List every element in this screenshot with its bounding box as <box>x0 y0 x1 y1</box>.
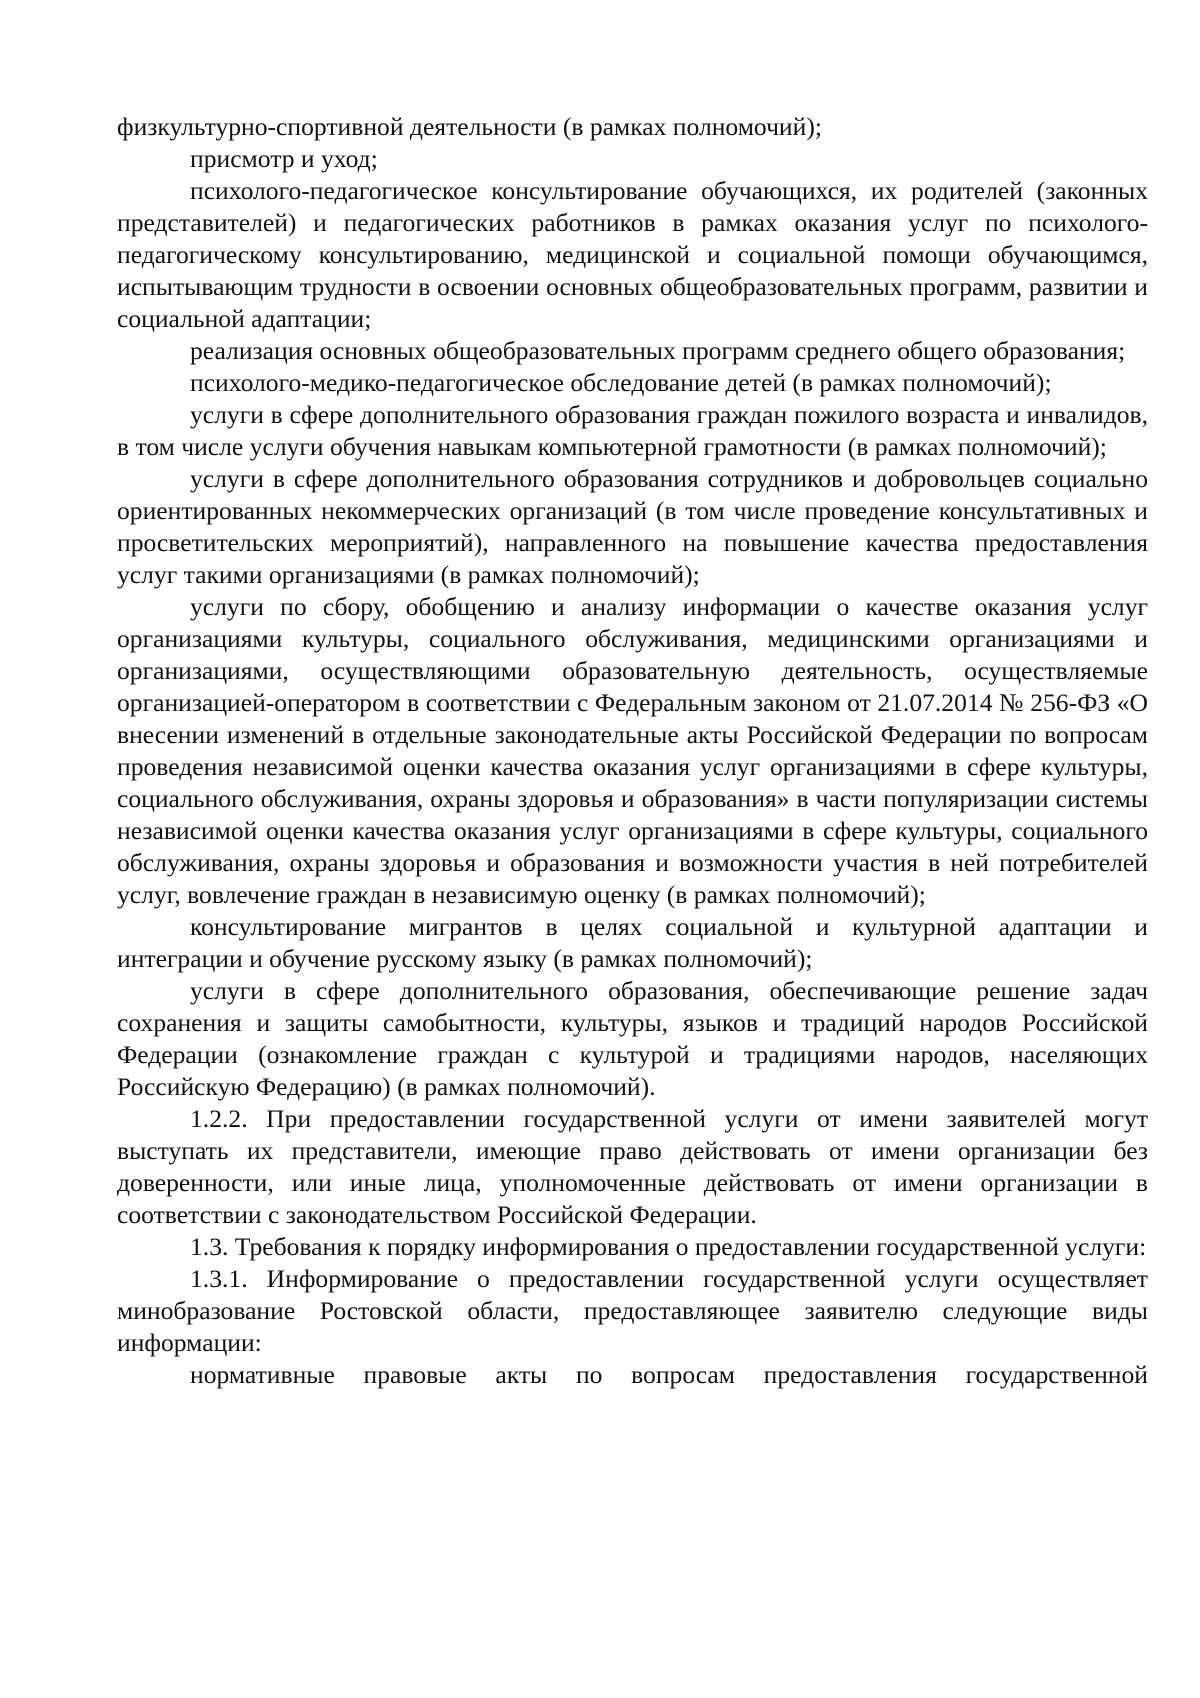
paragraph: присмотр и уход; <box>190 144 378 173</box>
paragraph: 1.3.1. Информирование о предоставлении государственной услуги осуществляет минобразование Ростовской области, предоставляющее заявителю следующие виды информации: <box>117 1264 1148 1357</box>
paragraph: консультирование мигрантов в целях социальной и культурной адаптации и интеграции и обучение русскому языку (в рамках полномочий); <box>117 912 1148 973</box>
paragraph: нормативные правовые акты по вопросам предоставления государственной <box>190 1360 1148 1389</box>
paragraph: 1.2.2. При предоставлении государственной услуги от имени заявителей могут выступать их представители, имеющие право действовать от имени организации без доверенности, или иные лица, уполномоченные действовать от имени организации в соответствии с законодательством Российской Федерации. <box>117 1104 1148 1229</box>
document-body <box>117 111 1148 1391</box>
paragraph: услуги по сбору, обобщению и анализу информации о качестве оказания услуг организациями культуры, социального обслуживания, медицинскими организациями и организациями, осуществляющими образовательную деятельность, осуществляемые организацией-оператором в соответствии с Федеральным законом от 21.07.2014 № 256-ФЗ «О внесении изменений в отдельные законодательные акты Российской Федерации по вопросам проведения независимой оценки качества оказания услуг организациями в сфере культуры, социального обслуживания, охраны здоровья и образования» в части популяризации системы независимой оценки качества оказания услуг организациями в сфере культуры, социального обслуживания, охраны здоровья и образования и возможности участия в ней потребителей услуг, вовлечение граждан в независимую оценку (в рамках полномочий); <box>117 592 1148 909</box>
paragraph: услуги в сфере дополнительного образования граждан пожилого возраста и инвалидов, в том числе услуги обучения навыкам компьютерной грамотности (в рамках полномочий); <box>117 400 1148 461</box>
paragraph: психолого-медико-педагогическое обследование детей (в рамках полномочий); <box>190 368 1052 397</box>
paragraph: услуги в сфере дополнительного образования сотрудников и добровольцев социально ориентированных некоммерческих организаций (в том числе проведение консультативных и просветительских мероприятий), направленного на повышение качества предоставления услуг такими организациями (в рамках полномочий); <box>117 464 1148 589</box>
paragraph: 1.3. Требования к порядку информирования о предоставлении государственной услуги: <box>190 1232 1147 1261</box>
paragraph: реализация основных общеобразовательных программ среднего общего образования; <box>190 336 1126 365</box>
paragraph: физкультурно-спортивной деятельности (в рамках полномочий); <box>117 112 822 141</box>
paragraph: услуги в сфере дополнительного образования, обеспечивающие решение задач сохранения и защиты самобытности, культуры, языков и традиций народов Российской Федерации (ознакомление граждан с культурой и традициями народов, населяющих Российскую Федерацию) (в рамках полномочий). <box>117 976 1148 1101</box>
paragraph: психолого-педагогическое консультирование обучающихся, их родителей (законных представителей) и педагогических работников в рамках оказания услуг по психолого-педагогическому консультированию, медицинской и социальной помощи обучающимся, испытывающим трудности в освоении основных общеобразовательных программ, развитии и социальной адаптации; <box>117 176 1148 333</box>
